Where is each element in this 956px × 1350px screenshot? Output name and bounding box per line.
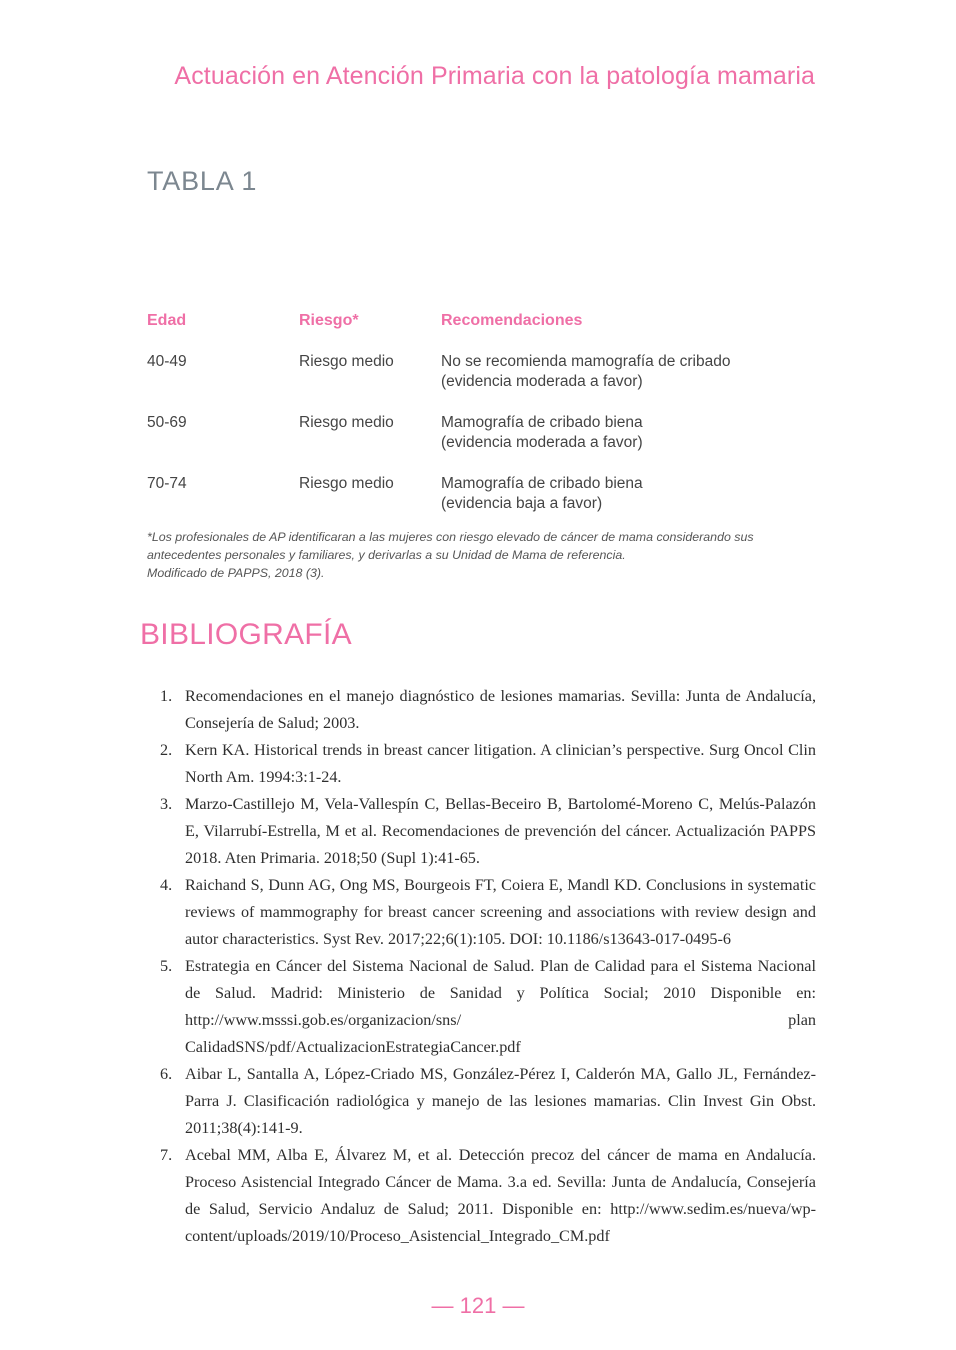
reference-text: Aibar L, Santalla A, López-Criado MS, González-Pérez I, Calderón MA, Gallo JL, Fernández-Parra J. Clasificación radiológica y manejo de las lesiones mamarias. Clin Invest Gin Obst. 2011;38(4):141-9. — [185, 1065, 816, 1137]
footnote-line: *Los profesionales de AP identificaran a las mujeres con riesgo elevado de cáncer de mama considerando sus — [147, 530, 754, 544]
reference-item — [160, 737, 816, 791]
column-header-edad: Edad — [147, 312, 187, 329]
table-title: TABLA 1 — [147, 166, 258, 196]
column-header-recomendaciones: Recomendaciones — [441, 312, 583, 329]
reference-text: Recomendaciones en el manejo diagnóstico de lesiones mamarias. Sevilla: Junta de Andalucía, Consejería de Salud; 2003. — [185, 687, 816, 732]
reference-item — [160, 1061, 816, 1142]
reference-number: 7. — [160, 1146, 173, 1164]
recomendacion-line: Mamografía de cribado biena — [441, 414, 643, 431]
reference-text: Raichand S, Dunn AG, Ong MS, Bourgeois FT, Coiera E, Mandl KD. Conclusions in systematic reviews of mammography for breast cancer screening and associations with review design and autor characteristics. Syst Rev. 2017;22;6(1):105. DOI: 10.1186/s13643-017-0495-6 — [185, 876, 816, 948]
cell-riesgo: Riesgo medio — [299, 414, 394, 431]
footnote-source: Modificado de PAPPS, 2018 (3). — [147, 566, 325, 580]
table-row — [147, 352, 817, 413]
table-header-row — [147, 312, 817, 352]
reference-number: 2. — [160, 741, 173, 759]
reference-item — [160, 1142, 816, 1250]
evidencia-line: (evidencia moderada a favor) — [441, 373, 643, 390]
reference-item — [160, 683, 816, 737]
bibliography-title: BIBLIOGRAFÍA — [140, 618, 352, 651]
page-number: — 121 — — [431, 1293, 525, 1318]
table-row — [147, 474, 817, 535]
cell-recomendacion — [441, 474, 643, 514]
cell-riesgo: Riesgo medio — [299, 475, 394, 492]
reference-item — [160, 791, 816, 872]
reference-text: Acebal MM, Alba E, Álvarez M, et al. Detección precoz del cáncer de mama en Andalucía. Proceso Asistencial Integrado Cáncer de Mama. 3.a ed. Sevilla: Junta de Andalucía, Consejería de Salud, Servicio Andaluz de Salud; 2011. Disponible en: http://www.sedim.es/nueva/wp-content/uploads/2019/10/Proceso_Asistencial_Integrado_CM.pdf — [185, 1146, 816, 1245]
reference-item — [160, 872, 816, 953]
cell-edad: 50-69 — [147, 414, 187, 431]
running-header: Actuación en Atención Primaria con la patología mamaria — [174, 62, 815, 90]
reference-number: 5. — [160, 957, 173, 975]
cell-recomendacion — [441, 413, 643, 453]
reference-number: 6. — [160, 1065, 173, 1083]
recomendacion-line: Mamografía de cribado biena — [441, 475, 643, 492]
reference-item — [160, 953, 816, 1061]
cell-edad: 70-74 — [147, 475, 187, 492]
cell-edad: 40-49 — [147, 353, 187, 370]
reference-text: Estrategia en Cáncer del Sistema Nacional de Salud. Plan de Calidad para el Sistema Nacional de Salud. Madrid: Ministerio de Sanidad y Política Social; 2010 Disponible en: http://www.msssi.gob.es/organizacion/sns/ plan CalidadSNS/pdf/ActualizacionEstrategiaCancer.pdf — [185, 957, 816, 1056]
table-footnote — [147, 528, 817, 582]
evidencia-line: (evidencia baja a favor) — [441, 495, 603, 512]
cell-riesgo: Riesgo medio — [299, 353, 394, 370]
reference-number: 3. — [160, 795, 173, 813]
evidencia-line: (evidencia moderada a favor) — [441, 434, 643, 451]
reference-number: 4. — [160, 876, 173, 894]
reference-text: Marzo-Castillejo M, Vela-Vallespín C, Bellas-Beceiro B, Bartolomé-Moreno C, Melús-Palazón E, Vilarrubí-Estrella, M et al. Recomendaciones de prevención del cáncer. Actualización PAPPS 2018. Aten Primaria. 2018;50 (Supl 1):41-65. — [185, 795, 816, 867]
recomendacion-line: No se recomienda mamografía de cribado — [441, 353, 731, 370]
recommendations-table — [147, 312, 817, 535]
cell-recomendacion — [441, 352, 730, 392]
reference-text: Kern KA. Historical trends in breast cancer litigation. A clinician’s perspective. Surg Oncol Clin North Am. 1994:3:1-24. — [185, 741, 816, 786]
table-row — [147, 413, 817, 474]
bibliography-list — [160, 683, 816, 1250]
footnote-line: antecedentes personales y familiares, y derivarlas a su Unidad de Mama de referencia. — [147, 548, 626, 562]
reference-number: 1. — [160, 687, 173, 705]
column-header-riesgo: Riesgo* — [299, 312, 359, 329]
